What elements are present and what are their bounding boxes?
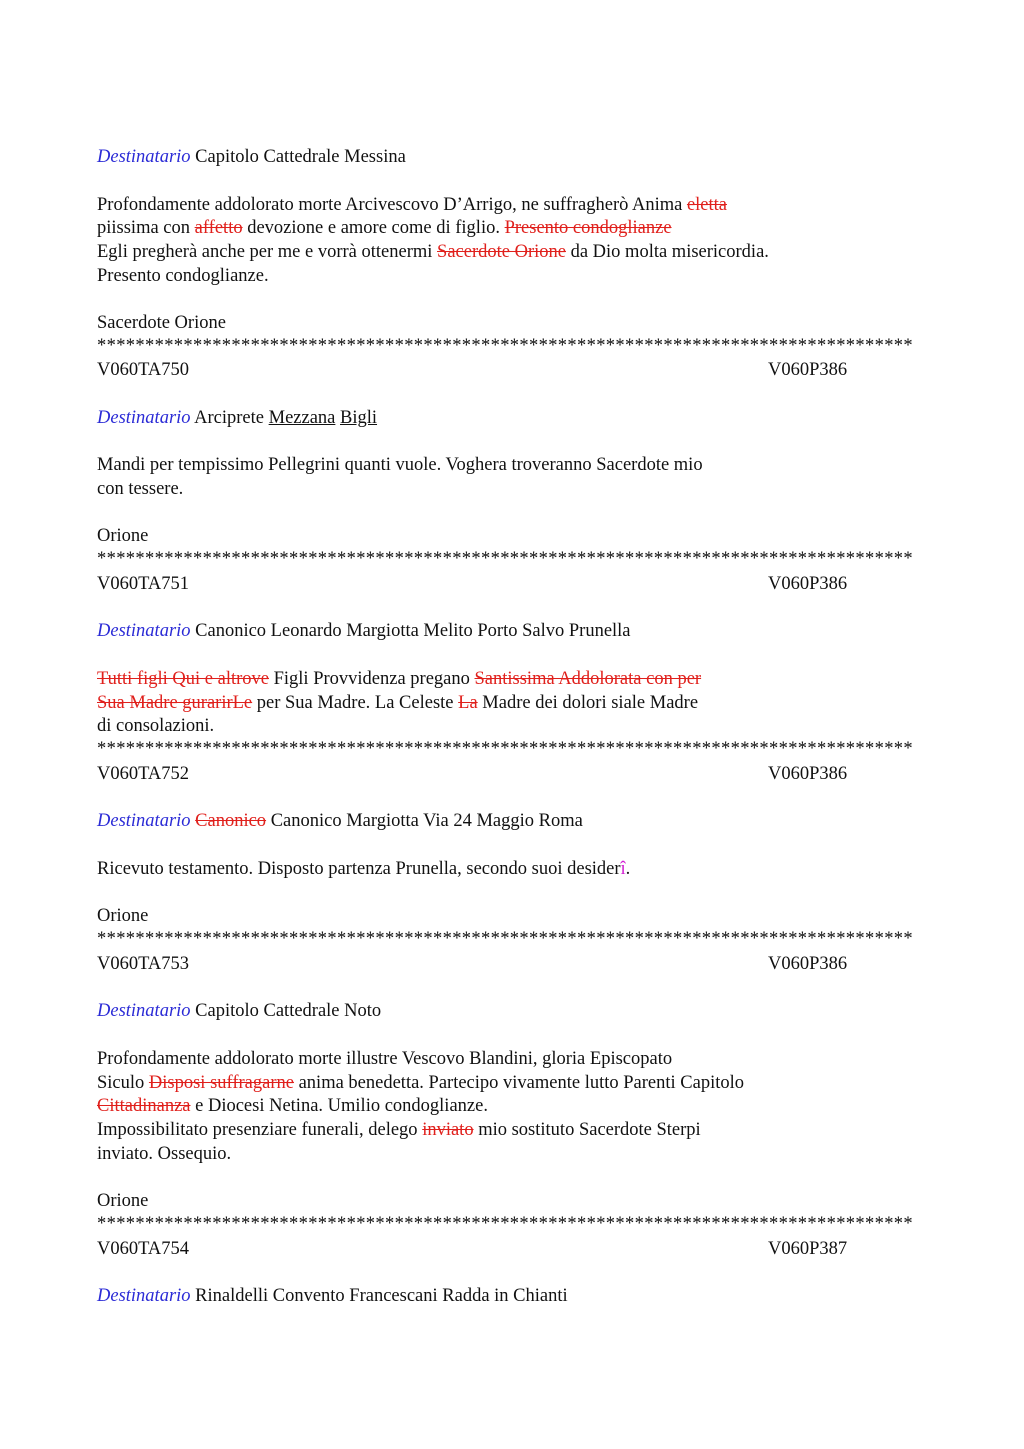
- body-line: di consolazioni.: [97, 716, 215, 736]
- letter-code: V060TA751: [97, 574, 190, 594]
- recipient-line: [97, 999, 381, 1023]
- separator: *************************************************************************************: [97, 929, 913, 949]
- body-text: .: [625, 859, 631, 879]
- deleted-text: Tutti figli Qui e altrove: [97, 669, 269, 689]
- recipient-name: Capitolo Cattedrale Messina: [195, 147, 406, 167]
- body-line: Presento condoglianze.: [97, 266, 269, 286]
- deleted-text: Canonico: [195, 811, 267, 831]
- signature: Orione: [97, 526, 149, 546]
- recipient-label: Destinatario: [97, 1001, 191, 1021]
- body-text: da Dio molta misericordia.: [565, 242, 769, 262]
- recipient-label: Destinatario: [97, 1286, 191, 1306]
- letter-code: V060TA752: [97, 764, 190, 784]
- body-line: [97, 857, 630, 881]
- body-text: Siculo: [97, 1073, 149, 1093]
- letter-code: V060TA750: [97, 360, 190, 380]
- body-text: Ricevuto testamento. Disposto partenza Prunella, secondo suoi desider: [97, 859, 621, 879]
- recipient-line: [97, 1284, 568, 1308]
- body-text: Profondamente addolorato morte Arcivescovo D’Arrigo, ne suffragherò Anima: [97, 195, 687, 215]
- separator: *************************************************************************************: [97, 1214, 913, 1234]
- signature: Sacerdote Orione: [97, 313, 226, 333]
- body-text: piissima con: [97, 218, 195, 238]
- body-text: per Sua Madre. La Celeste: [252, 693, 459, 713]
- body-text: Egli pregherà anche per me e vorrà ottenermi: [97, 242, 438, 262]
- signature: Orione: [97, 1191, 149, 1211]
- recipient-label: Destinatario: [97, 811, 191, 831]
- separator: *************************************************************************************: [97, 549, 913, 569]
- body-line: [97, 240, 769, 264]
- body-text: mio sostituto Sacerdote Sterpi: [473, 1120, 701, 1140]
- page-code: V060P386: [768, 574, 848, 594]
- body-line: [97, 667, 701, 691]
- signature: Orione: [97, 906, 149, 926]
- recipient-label: Destinatario: [97, 147, 191, 167]
- body-text: Impossibilitato presenziare funerali, delego: [97, 1120, 423, 1140]
- deleted-text: Disposi suffragarne: [148, 1073, 294, 1093]
- body-text: devozione e amore come di figlio.: [242, 218, 505, 238]
- recipient-label: Destinatario: [97, 621, 191, 641]
- separator: *************************************************************************************: [97, 739, 913, 759]
- deleted-text: Cittadinanza: [97, 1096, 191, 1116]
- underlined-text: Bigli: [340, 408, 378, 428]
- body-line: [97, 216, 672, 240]
- letter-code: V060TA753: [97, 954, 190, 974]
- deleted-text: Sua Madre gurarirLe: [97, 693, 253, 713]
- letter-code: V060TA754: [97, 1239, 190, 1259]
- highlighted-char: î: [620, 859, 626, 879]
- body-line: Mandi per tempissimo Pellegrini quanti vuole. Voghera troveranno Sacerdote mio: [97, 455, 703, 475]
- recipient-line: [97, 145, 406, 169]
- body-text: e Diocesi Netina. Umilio condoglianze.: [190, 1096, 488, 1116]
- recipient-name: Canonico Margiotta Via 24 Maggio Roma: [266, 811, 583, 831]
- deleted-text: La: [458, 693, 478, 713]
- recipient-name: Canonico Leonardo Margiotta Melito Porto Salvo Prunella: [195, 621, 631, 641]
- page-code: V060P386: [768, 954, 848, 974]
- recipient-name: Capitolo Cattedrale Noto: [195, 1001, 382, 1021]
- recipient-name: Arciprete: [194, 408, 269, 428]
- body-text: Figli Provvidenza pregano: [268, 669, 475, 689]
- deleted-text: eletta: [686, 195, 728, 215]
- body-line: con tessere.: [97, 479, 184, 499]
- separator: *************************************************************************************: [97, 336, 913, 356]
- deleted-text: Santissima Addolorata con per: [474, 669, 702, 689]
- deleted-text: Presento condoglianze: [504, 218, 672, 238]
- recipient-label: Destinatario: [97, 408, 191, 428]
- body-text: Madre dei dolori siale Madre: [477, 693, 699, 713]
- deleted-text: Sacerdote Orione: [437, 242, 566, 262]
- recipient-name: Rinaldelli Convento Francescani Radda in Chianti: [195, 1286, 568, 1306]
- body-line: [97, 1118, 701, 1142]
- body-line: Profondamente addolorato morte illustre Vescovo Blandini, gloria Episcopato: [97, 1049, 673, 1069]
- body-line: inviato. Ossequio.: [97, 1144, 232, 1164]
- page-code: V060P386: [768, 360, 848, 380]
- page-code: V060P386: [768, 764, 848, 784]
- deleted-text: affetto: [194, 218, 243, 238]
- recipient-line: [97, 406, 377, 430]
- body-line: [97, 1094, 488, 1118]
- body-line: [97, 193, 727, 217]
- page-code: V060P387: [768, 1239, 848, 1259]
- deleted-text: inviato: [422, 1120, 474, 1140]
- underlined-text: Mezzana: [268, 408, 336, 428]
- body-text: anima benedetta. Partecipo vivamente lutto Parenti Capitolo: [293, 1073, 745, 1093]
- body-line: [97, 1071, 744, 1095]
- recipient-line: [97, 809, 583, 833]
- recipient-line: [97, 619, 631, 643]
- body-line: [97, 691, 698, 715]
